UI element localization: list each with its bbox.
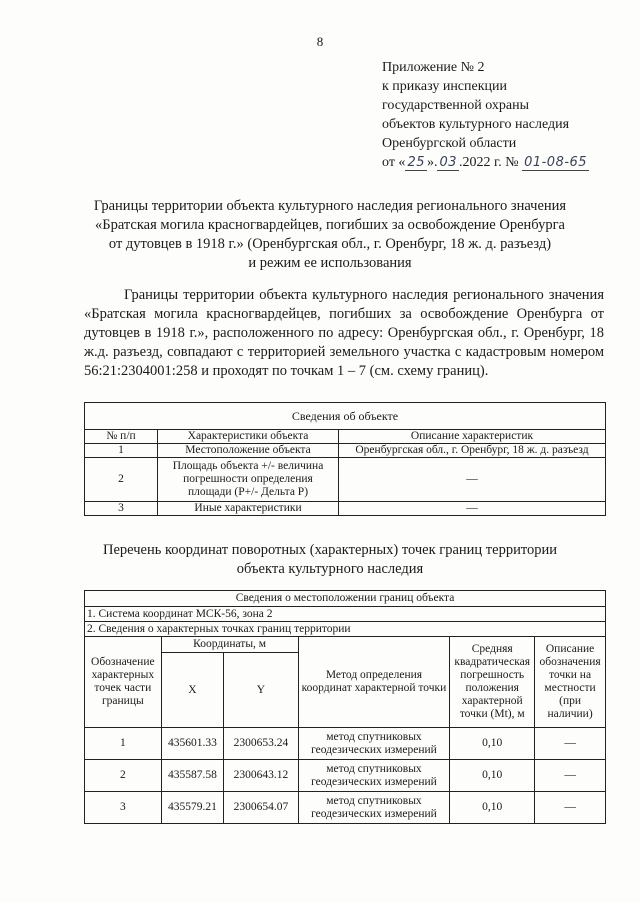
table-cell: 3	[85, 502, 158, 516]
column-header: № п/п	[85, 430, 158, 444]
column-header: X	[161, 653, 224, 728]
table-cell: 2	[85, 760, 162, 792]
title-line: Перечень координат поворотных (характерных) точек границ территории	[102, 542, 558, 558]
table-cell: 2300643.12	[224, 760, 298, 792]
appendix-line: объектов культурного наследия	[382, 117, 570, 132]
column-header: Y	[224, 653, 298, 728]
date-month: 03	[439, 155, 458, 170]
table-cell: 1	[85, 728, 162, 760]
table-cell: 2300653.24	[224, 728, 298, 760]
body-paragraph: Границы территории объекта культурного наследия регионального значения «Братская могила красногвардейцев, погибших за освобождение Оренбурга от дутовцев в 1918 г.», расположенного по адресу: Оренбургская обл., г. Оренбург, 18 ж.д. разъезд, совпадают с территорией земельного участка с кадастровым номером 56:21:2304001:258 и проходят по точкам 1 – 7 (см. схему границ).	[84, 287, 604, 379]
title-line: объекта культурного наследия	[236, 561, 424, 577]
table-cell: Иные характеристики	[158, 502, 339, 516]
coordinates-table	[84, 590, 606, 824]
coordinates-title	[60, 541, 600, 579]
points-caption: 2. Сведения о характерных точках границ территории	[85, 622, 606, 637]
document-number: 01-08-65	[524, 155, 588, 170]
date-year: .2022 г. №	[459, 155, 519, 170]
date-day: 25	[407, 155, 425, 170]
appendix-line: к приказу инспекции	[382, 79, 508, 94]
appendix-header	[382, 58, 632, 172]
table-caption: Сведения о местоположении границ объекта	[85, 591, 606, 607]
table-cell: метод спутниковых геодезических измерений	[298, 792, 450, 824]
table-cell: —	[535, 792, 606, 824]
date-prefix: от «	[382, 155, 406, 170]
title-line: от дутовцев в 1918 г.» (Оренбургская обл., г. Оренбург, 18 ж. д. разъезд)	[108, 236, 552, 252]
table-cell: 0,10	[450, 760, 535, 792]
date-separator: ».	[426, 155, 438, 170]
table-cell: метод спутниковых геодезических измерений	[298, 760, 450, 792]
table-cell: 2300654.07	[224, 792, 298, 824]
column-header: Описание характеристик	[339, 430, 606, 444]
appendix-line: государственной охраны	[382, 98, 530, 113]
table-cell: —	[339, 502, 606, 516]
column-header: Обозначение характерных точек части границы	[85, 637, 162, 728]
column-header: Координаты, м	[161, 637, 298, 653]
table-cell: Площадь объекта +/- величина погрешности определения площади (P+/- Дельта P)	[158, 458, 339, 502]
table-caption: Сведения об объекте	[85, 403, 606, 430]
table-cell: Местоположение объекта	[158, 444, 339, 458]
document-title	[60, 197, 600, 273]
table-cell: 435601.33	[161, 728, 224, 760]
table-cell: Оренбургская обл., г. Оренбург, 18 ж. д. разъезд	[339, 444, 606, 458]
table-cell: 0,10	[450, 728, 535, 760]
table-cell: 435587.58	[161, 760, 224, 792]
appendix-line: Оренбургской области	[382, 136, 517, 151]
title-line: Границы территории объекта культурного наследия регионального значения	[93, 198, 567, 214]
coordinate-system: 1. Система координат МСК-56, зона 2	[85, 607, 606, 622]
table-cell: —	[535, 728, 606, 760]
table-cell: 1	[85, 444, 158, 458]
table-cell: —	[339, 458, 606, 502]
table-cell: 0,10	[450, 792, 535, 824]
column-header: Средняя квадратическая погрешность положения характерной точки (Mt), м	[450, 637, 535, 728]
column-header: Описание обозначения точки на местности (при наличии)	[535, 637, 606, 728]
title-line: и режим ее использования	[248, 255, 412, 271]
appendix-date-line	[382, 153, 632, 172]
column-header: Характеристики объекта	[158, 430, 339, 444]
table-cell: —	[535, 760, 606, 792]
table-cell: 3	[85, 792, 162, 824]
table-cell: 435579.21	[161, 792, 224, 824]
appendix-line: Приложение № 2	[382, 60, 485, 75]
table-cell: метод спутниковых геодезических измерений	[298, 728, 450, 760]
column-header: Метод определения координат характерной точки	[298, 637, 450, 728]
title-line: «Братская могила красногвардейцев, погибших за освобождение Оренбурга	[95, 217, 565, 233]
table-cell: 2	[85, 458, 158, 502]
object-info-table	[84, 402, 606, 516]
page-number: 8	[316, 34, 324, 49]
